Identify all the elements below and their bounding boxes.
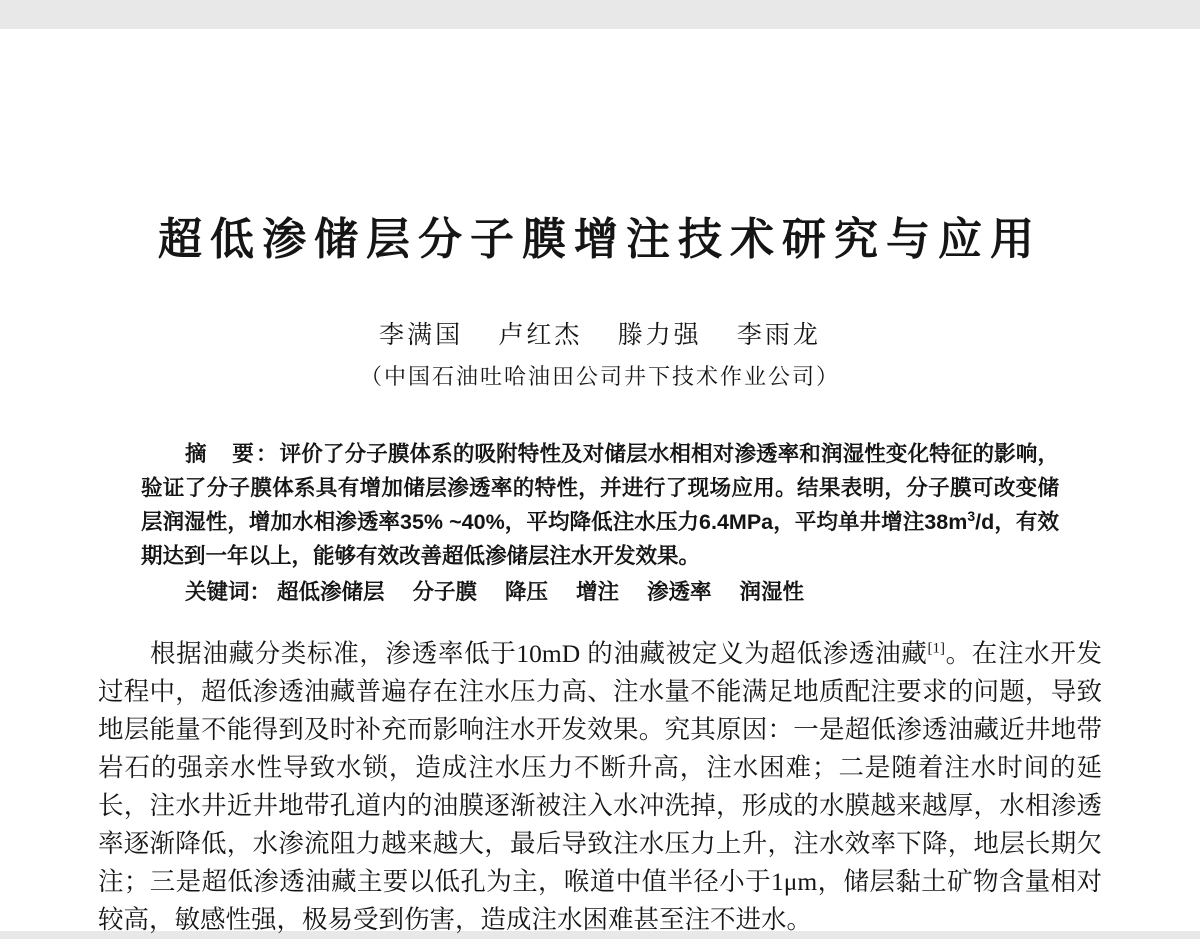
keyword-item: 增注 [576, 580, 620, 605]
keywords-section [141, 575, 1059, 609]
abstract-text-after-superscript: /d，有效期达到一年以上，能够有效改善超低渗储层注水开发效果。 [141, 510, 1059, 569]
abstract-section [141, 437, 1059, 609]
keyword-item: 润湿性 [739, 580, 805, 605]
keyword-item: 超低渗储层 [277, 580, 385, 605]
keyword-item: 分子膜 [412, 580, 478, 605]
author-name: 李雨龙 [736, 322, 821, 350]
abstract-label: 摘 要： [185, 442, 280, 467]
authors-line [0, 321, 1200, 351]
paper-title: 超低渗储层分子膜增注技术研究与应用 [158, 215, 1042, 265]
author-name: 滕力强 [617, 322, 702, 350]
keyword-item: 降压 [505, 580, 549, 605]
abstract-text-before-superscript: 评价了分子膜体系的吸附特性及对储层水相相对渗透率和润湿性变化特征的影响，验证了分子膜体系具有增加储层渗透率的特性，并进行了现场应用。结果表明，分子膜可改变储层润湿性，增加水相渗透率35% ~40%，平均降低注水压力6.4MPa，平均单井增注38m [141, 442, 1059, 535]
body-text-after-citation: 。在注水开发过程中，超低渗透油藏普遍存在注水压力高、注水量不能满足地质配注要求的问题，导致地层能量不能得到及时补充而影响注水开发效果。究其原因：一是超低渗透油藏近井地带岩石的强亲水性导致水锁，造成注水压力不断升高，注水困难；二是随着注水时间的延长，注水井近井地带孔道内的油膜逐渐被注入水冲洗掉，形成的水膜越来越厚，水相渗透率逐渐降低，水渗流阻力越来越大，最后导致注水压力上升，注水效率下降，地层长期欠注；三是超低渗透油藏主要以低孔为主，喉道中值半径小于1μm，储层黏土矿物含量相对较高，敏感性强，极易受到伤害，造成注水困难甚至注不进水。 [98, 639, 1102, 935]
author-name: 李满国 [379, 322, 464, 350]
citation-superscript: [1] [927, 640, 945, 657]
abstract-paragraph [141, 437, 1059, 573]
keyword-item: 渗透率 [647, 580, 712, 605]
body-text-before-citation: 根据油藏分类标准，渗透率低于10mD 的油藏被定义为超低渗透油藏 [150, 639, 928, 669]
affiliation: （中国石油吐哈油田公司井下技术作业公司） [359, 364, 840, 390]
keywords-label: 关键词： [185, 580, 272, 605]
body-paragraph [98, 635, 1102, 939]
paper-page [0, 29, 1200, 935]
cubic-meter-superscript: 3 [967, 508, 976, 525]
author-name: 卢红杰 [498, 322, 583, 350]
